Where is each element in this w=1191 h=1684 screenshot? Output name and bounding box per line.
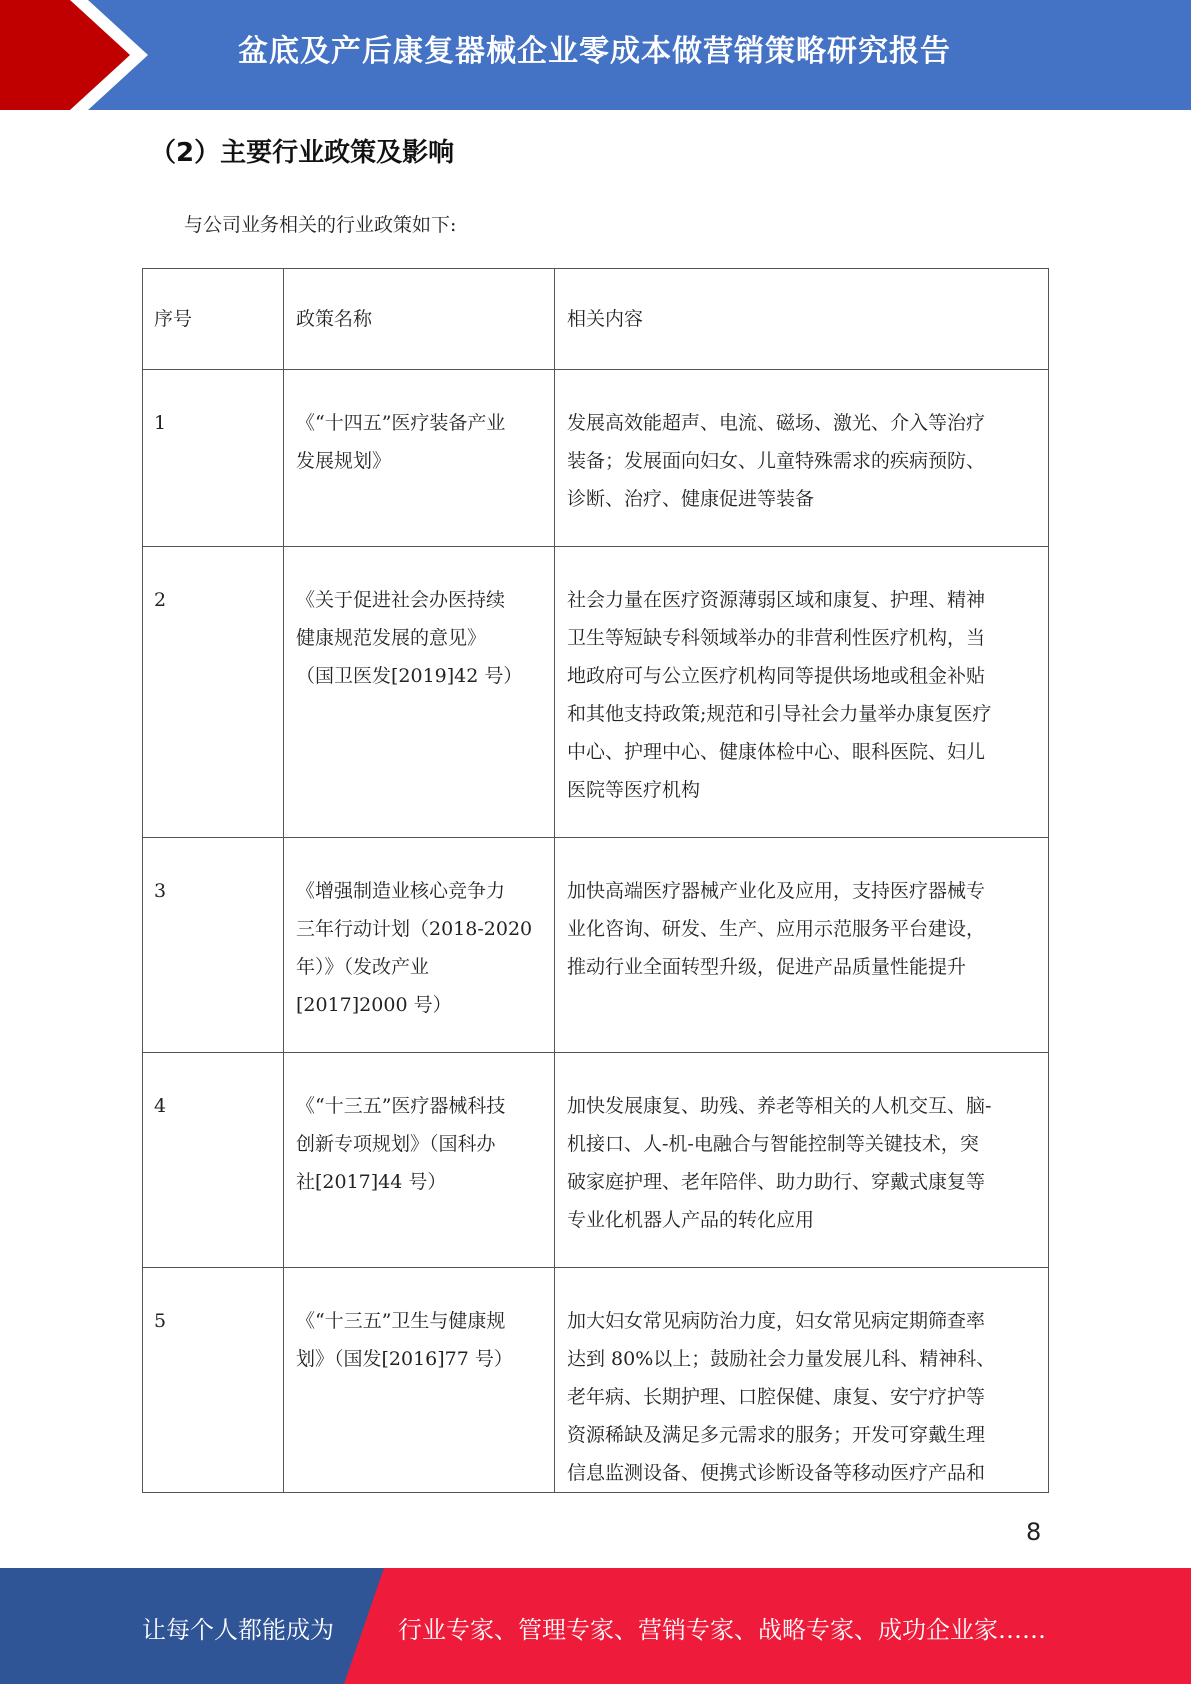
table-row [143,838,1049,1053]
cell-line: 《关于促进社会办医持续 [296,589,506,611]
cell-line: 装备；发展面向妇女、儿童特殊需求的疾病预防、 [567,450,986,472]
table-header-row [143,269,1049,370]
cell-content [555,1053,1049,1268]
footer-left-text: 让每个人都能成为 [142,1616,334,1644]
cell-line: 机接口、人-机-电融合与智能控制等关键技术，突 [567,1133,979,1155]
cell-name [284,370,555,547]
cell-name [284,1268,555,1493]
section-heading: （2）主要行业政策及影响 [150,138,455,168]
cell-line: 划》（国发[2016]77 号） [296,1348,513,1370]
cell-line: 健康规范发展的意见》 [296,627,487,649]
cell-line: 发展规划》 [296,450,392,472]
cell-line: 社[2017]44 号） [296,1171,447,1193]
cell-no: 4 [143,1053,284,1268]
footer-right-text: 行业专家、管理专家、营销专家、战略专家、成功企业家…… [398,1616,1046,1644]
cell-no: 1 [143,370,284,547]
cell-name [284,1053,555,1268]
header-cell-content: 相关内容 [555,269,1049,370]
header-cell-no: 序号 [143,269,284,370]
cell-line: 三年行动计划（2018-2020 [296,918,533,940]
cell-no: 5 [143,1268,284,1493]
header-red-arrow [0,0,148,110]
page-number: 8 [1026,1518,1042,1546]
cell-content [555,838,1049,1053]
table-row [143,370,1049,547]
cell-line: 创新专项规划》（国科办 [296,1133,496,1155]
cell-line: 年）》（发改产业 [296,956,430,978]
page-footer [0,1568,1191,1684]
cell-no: 3 [143,838,284,1053]
cell-line: 业化咨询、研发、生产、应用示范服务平台建设， [567,918,986,940]
cell-line: 《“十三五”卫生与健康规 [296,1310,506,1332]
cell-line: 医院等医疗机构 [567,779,701,801]
header-cell-name: 政策名称 [284,269,555,370]
cell-line: 破家庭护理、老年陪伴、助力助行、穿戴式康复等 [567,1171,986,1193]
cell-line: 老年病、长期护理、口腔保健、康复、安宁疗护等 [567,1386,986,1408]
cell-line: 诊断、治疗、健康促进等装备 [567,488,815,510]
cell-line: 社会力量在医疗资源薄弱区域和康复、护理、精神 [567,589,986,611]
cell-line: 信息监测设备、便携式诊断设备等移动医疗产品和 [567,1462,986,1484]
table-row [143,1053,1049,1268]
table-row [143,1268,1049,1493]
intro-text: 与公司业务相关的行业政策如下: [184,214,457,236]
cell-line: 专业化机器人产品的转化应用 [567,1209,815,1231]
table-row [143,547,1049,838]
cell-content [555,370,1049,547]
cell-line: 地政府可与公立医疗机构同等提供场地或租金补贴 [567,665,986,687]
cell-line: 加快高端医疗器械产业化及应用，支持医疗器械专 [567,880,986,902]
cell-name [284,838,555,1053]
policy-table [142,268,1049,1493]
cell-line: 加大妇女常见病防治力度，妇女常见病定期筛查率 [567,1310,986,1332]
cell-line: 《“十四五”医疗装备产业 [296,412,506,434]
cell-no: 2 [143,547,284,838]
cell-line: 资源稀缺及满足多元需求的服务；开发可穿戴生理 [567,1424,986,1446]
cell-line: 卫生等短缺专科领域举办的非营利性医疗机构，当 [567,627,986,649]
cell-line: 推动行业全面转型升级，促进产品质量性能提升 [567,956,967,978]
page-header [0,0,1191,110]
cell-line: 《增强制造业核心竞争力 [296,880,506,902]
cell-line: 达到 80%以上；鼓励社会力量发展儿科、精神科、 [567,1348,996,1370]
cell-name [284,547,555,838]
header-title: 盆底及产后康复器械企业零成本做营销策略研究报告 [238,34,951,69]
cell-content [555,547,1049,838]
cell-content [555,1268,1049,1493]
cell-line: 中心、护理中心、健康体检中心、眼科医院、妇儿 [567,741,986,763]
cell-line: （国卫医发[2019]42 号） [296,665,523,687]
cell-line: 加快发展康复、助残、养老等相关的人机交互、脑- [567,1095,992,1117]
cell-line: 发展高效能超声、电流、磁场、激光、介入等治疗 [567,412,986,434]
cell-line: [2017]2000 号） [296,994,452,1016]
cell-line: 《“十三五”医疗器械科技 [296,1095,506,1117]
cell-line: 和其他支持政策;规范和引导社会力量举办康复医疗 [567,703,992,725]
